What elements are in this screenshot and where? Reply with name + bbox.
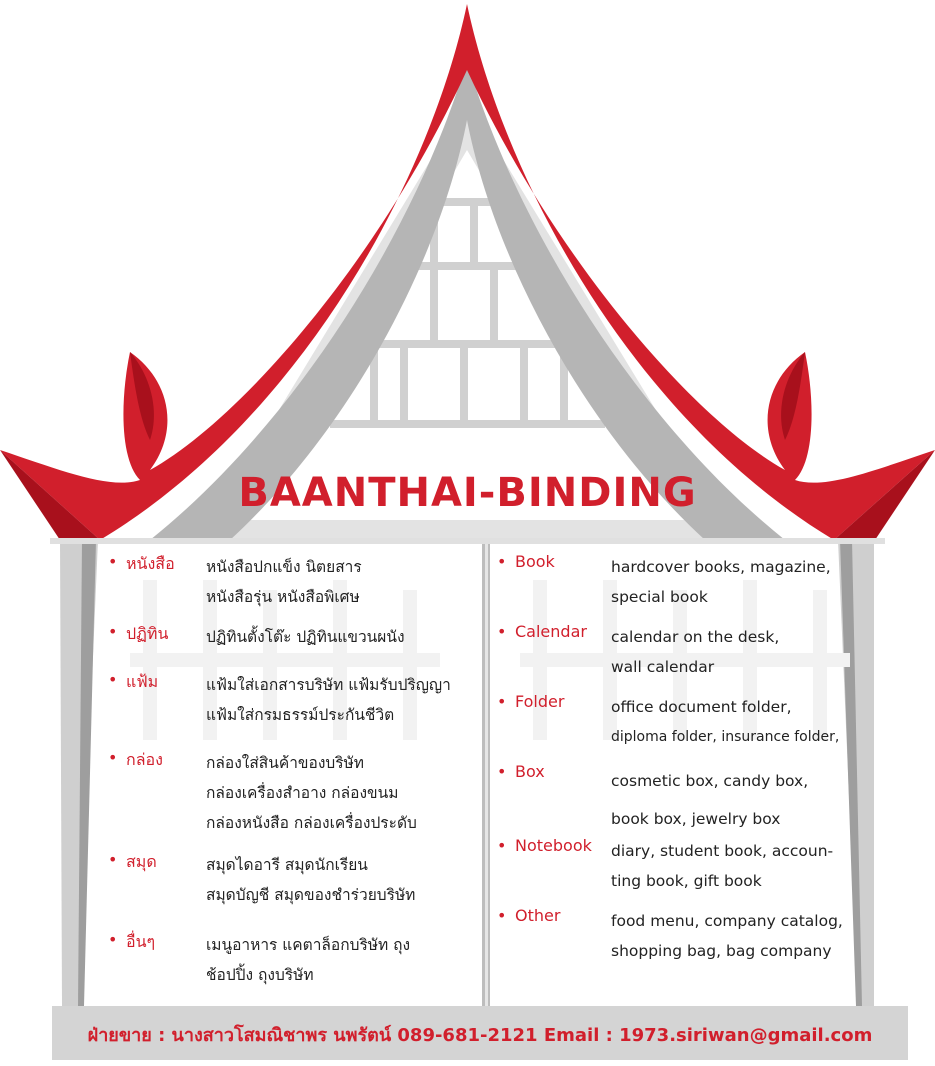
english-category-list — [497, 552, 869, 976]
page-title: BAANTHAI-BINDING — [238, 470, 697, 516]
category-desc: หนังสือปกแข็ง นิตยสาร หนังสือรุ่น หนังสือพิเศษ — [206, 558, 362, 606]
category-label: ปฏิทิน — [126, 624, 169, 643]
list-item — [497, 692, 869, 762]
category-label: Box — [515, 762, 545, 781]
category-desc: food menu, company catalog, shopping bag, bag company — [611, 912, 843, 960]
list-item — [497, 762, 869, 836]
bullet: • — [497, 622, 507, 641]
bullet: • — [108, 670, 118, 689]
category-desc: diary, student book, accoun- ting book, gift book — [611, 842, 834, 890]
list-item — [108, 622, 480, 670]
list-item — [108, 552, 480, 622]
category-desc: กล่องใส่สินค้าของบริษัท กล่องเครื่องสำอาง กล่องขนม กล่องหนังสือ กล่องเครื่องประดับ — [206, 754, 417, 832]
category-label: สมุด — [126, 852, 157, 871]
contact-footer — [52, 1006, 908, 1060]
category-label: Folder — [515, 692, 565, 711]
category-label: หนังสือ — [126, 554, 175, 573]
bullet: • — [497, 906, 507, 925]
category-label: Calendar — [515, 622, 587, 641]
category-label: กล่อง — [126, 750, 163, 769]
bullet: • — [497, 552, 507, 571]
category-desc: hardcover books, magazine, special book — [611, 558, 831, 606]
thai-category-list — [108, 552, 480, 1000]
list-item — [497, 906, 869, 976]
contact-text: ฝ่ายขาย : นางสาวโสมณิชาพร นพรัตน์ 089-681-2121 Email : 1973.siriwan@gmail.com — [87, 1025, 873, 1046]
category-desc: แฟ้มใส่เอกสารบริษัท แฟ้มรับปริญญา แฟ้มใส่กรมธรรม์ประกันชีวิต — [206, 676, 451, 724]
bullet: • — [497, 836, 507, 855]
category-desc: ปฏิทินตั้งโต๊ะ ปฏิทินแขวนผนัง — [206, 628, 405, 646]
category-label: แฟ้ม — [126, 672, 159, 691]
bullet: • — [497, 762, 507, 781]
category-label: Book — [515, 552, 555, 571]
list-item — [108, 748, 480, 850]
bullet: • — [108, 748, 118, 767]
bullet: • — [108, 930, 118, 949]
category-desc: calendar on the desk, wall calendar — [611, 628, 780, 676]
category-label: Other — [515, 906, 561, 925]
bullet: • — [108, 622, 118, 641]
list-item — [497, 552, 869, 622]
category-desc: สมุดไดอารี สมุดนักเรียน สมุดบัญชี สมุดของชำร่วยบริษัท — [206, 856, 416, 904]
roof-base — [50, 538, 885, 544]
list-item — [108, 670, 480, 748]
bullet: • — [497, 692, 507, 711]
bullet: • — [108, 552, 118, 571]
list-item — [108, 930, 480, 1000]
list-item — [497, 836, 869, 906]
list-item — [108, 850, 480, 930]
category-label: อื่นๆ — [126, 932, 156, 951]
category-label: Notebook — [515, 836, 592, 855]
category-desc: cosmetic box, candy box, book box, jewelry box — [611, 772, 809, 828]
bullet: • — [108, 850, 118, 869]
category-desc: เมนูอาหาร แคตาล็อกบริษัท ถุง ช้อปปิ้ง ถุงบริษัท — [206, 936, 411, 984]
category-desc: office document folder, diploma folder, insurance folder, — [611, 698, 840, 745]
list-item — [497, 622, 869, 692]
